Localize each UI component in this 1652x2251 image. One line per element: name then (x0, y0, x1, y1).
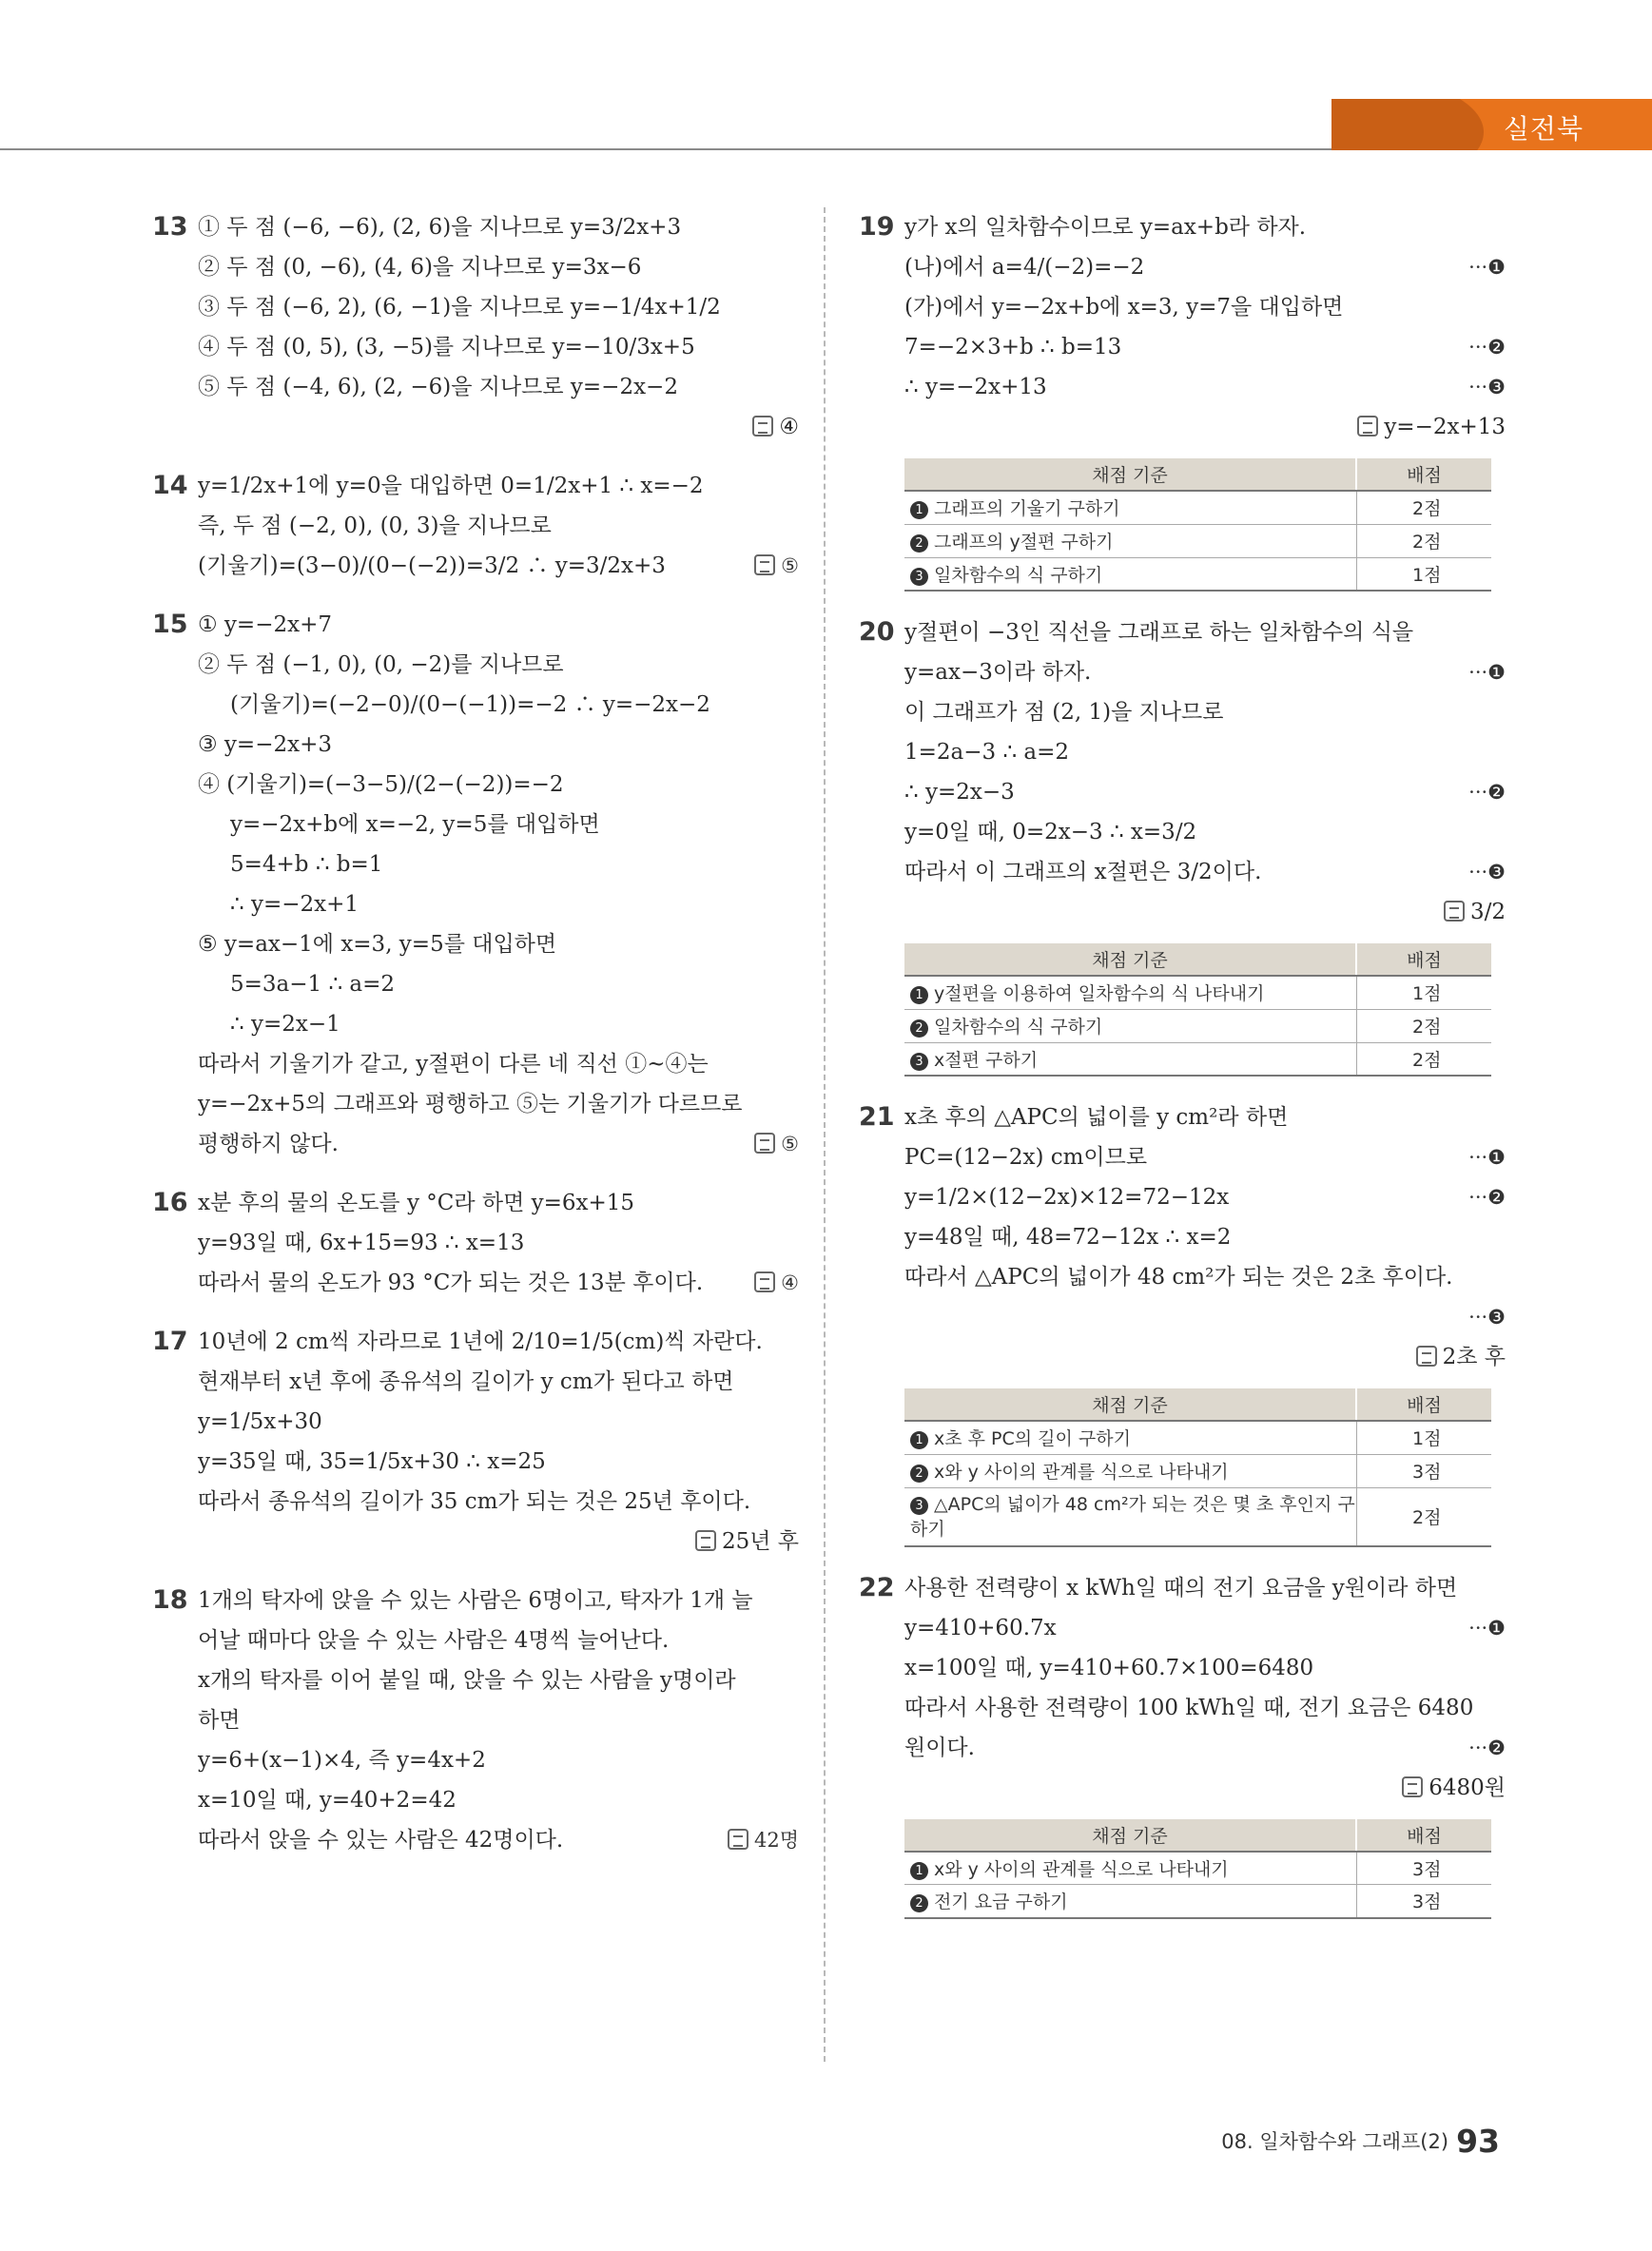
solution-line: 즉, 두 점 (−2, 0), (0, 3)을 지나므로 (198, 514, 552, 538)
solution-text: y=1/2×(12−2x)×12=72−12x (904, 1185, 1230, 1210)
step-marker: ···❷ (1468, 781, 1506, 804)
solution-line: y=1/5x+30 (198, 1409, 322, 1434)
answer-icon (752, 416, 773, 437)
solution-line: y=−2x+5의 그래프와 평행하고 ⑤는 기울기가 다르므로 (198, 1092, 743, 1116)
step-marker: ···❷ (1468, 1736, 1506, 1759)
solution-line (198, 1124, 799, 1164)
solution-line: ① y=−2x+7 (198, 612, 332, 637)
solution-line (198, 1820, 799, 1860)
column-divider (824, 207, 826, 2062)
column-header: 배점 (1356, 1819, 1491, 1852)
problem-number: 18 (152, 1585, 188, 1615)
solution-line: 5=3a−1 ∴ a=2 (230, 972, 396, 997)
table-row (904, 1421, 1491, 1454)
answer (904, 1768, 1506, 1808)
points-cell: 2점 (1356, 1042, 1491, 1076)
solution-line (904, 247, 1506, 287)
answer-value: 3/2 (1469, 900, 1506, 924)
problem-20 (849, 612, 1506, 1077)
page-number: 93 (1456, 2123, 1500, 2160)
answer-value: y=−2x+13 (1384, 415, 1506, 439)
criteria-text: 전기 요금 구하기 (934, 1892, 1068, 1913)
problem-number: 20 (859, 617, 895, 647)
solution-line (904, 852, 1506, 892)
solution-line: 따라서 종유석의 길이가 35 cm가 되는 것은 25년 후이다. (198, 1489, 751, 1514)
solution-text: y=410+60.7x (904, 1615, 1057, 1640)
problem-16 (143, 1183, 799, 1303)
solution-text: (기울기)=(3−0)/(0−(−2))=3/2 ∴ y=3/2x+3 (198, 553, 666, 578)
problem-18 (143, 1581, 799, 1860)
points-cell: 3점 (1356, 1852, 1491, 1885)
answer-icon (1357, 416, 1378, 437)
step-marker: ···❸ (1468, 376, 1506, 398)
criteria-cell (904, 1852, 1356, 1885)
answer-value: 6480원 (1428, 1775, 1506, 1800)
table-row (904, 1487, 1491, 1546)
column-header: 배점 (1356, 1388, 1491, 1421)
answer-value: 42명 (753, 1829, 799, 1852)
section-tab-label: 실전북 (1503, 113, 1584, 145)
answer-icon (754, 1133, 775, 1154)
problem-number: 21 (859, 1102, 895, 1132)
column-header: 채점 기준 (904, 943, 1356, 976)
answer-icon (754, 1271, 775, 1292)
table-row (904, 524, 1491, 557)
solution-line: 이 그래프가 점 (2, 1)을 지나므로 (904, 700, 1224, 725)
table-header (904, 458, 1491, 491)
solution-line: y절편이 −3인 직선을 그래프로 하는 일차함수의 식을 (904, 620, 1414, 645)
solution-text: ∴ y=2x−3 (904, 780, 1015, 805)
column-header: 채점 기준 (904, 1388, 1356, 1421)
answer (754, 546, 799, 586)
criteria-text: y절편을 이용하여 일차함수의 식 나타내기 (934, 983, 1265, 1005)
solution-line: (가)에서 y=−2x+b에 x=3, y=7을 대입하면 (904, 295, 1344, 320)
answer-value: ④ (779, 415, 799, 439)
problem-21 (849, 1097, 1506, 1547)
problem-number: 15 (152, 610, 188, 639)
solution-line: 따라서 사용한 전력량이 100 kWh일 때, 전기 요금은 6480 (904, 1695, 1474, 1720)
solution-line: y가 x의 일차함수이므로 y=ax+b라 하자. (904, 215, 1307, 240)
answer-icon (695, 1530, 716, 1551)
column-header: 배점 (1356, 458, 1491, 491)
grading-table (904, 458, 1491, 592)
solution-line (904, 1137, 1506, 1177)
right-column (849, 207, 1506, 1940)
solution-text: PC=(12−2x) cm이므로 (904, 1145, 1148, 1170)
answer (728, 1820, 799, 1860)
criteria-text: 일차함수의 식 구하기 (934, 564, 1103, 586)
step-marker: ···❷ (1468, 1186, 1506, 1209)
solution-line (198, 546, 799, 586)
answer (198, 1522, 799, 1562)
solution-line (904, 1728, 1506, 1768)
points-cell: 3점 (1356, 1454, 1491, 1487)
solution-line: ⑤ y=ax−1에 x=3, y=5를 대입하면 (198, 932, 557, 957)
solution-line: ② 두 점 (−1, 0), (0, −2)를 지나므로 (198, 652, 564, 677)
solution-line: 1=2a−3 ∴ a=2 (904, 740, 1070, 765)
step-number: 2 (910, 1465, 928, 1483)
section-tab (1331, 99, 1652, 150)
answer-value: 2초 후 (1442, 1345, 1506, 1369)
table-row (904, 1042, 1491, 1076)
solution-line: ⑤ 두 점 (−4, 6), (2, −6)을 지나므로 y=−2x−2 (198, 375, 678, 399)
step-number: 1 (910, 986, 928, 1004)
solution-line: x초 후의 △APC의 넓이를 y cm²라 하면 (904, 1105, 1289, 1130)
points-cell: 3점 (1356, 1885, 1491, 1918)
table-header (904, 1819, 1491, 1852)
step-marker: ···❷ (1468, 336, 1506, 359)
solution-line: 따라서 △APC의 넓이가 48 cm²가 되는 것은 2초 후이다. (904, 1265, 1453, 1290)
step-number: 2 (910, 1894, 928, 1912)
answer-value: ⑤ (781, 1133, 799, 1155)
solution-line (904, 367, 1506, 407)
step-marker: ···❶ (1468, 661, 1506, 684)
solution-line: 하면 (198, 1708, 241, 1733)
table-row (904, 1009, 1491, 1042)
problem-number: 19 (859, 212, 895, 242)
problem-22 (849, 1568, 1506, 1919)
solution-line: y=35일 때, 35=1/5x+30 ∴ x=25 (198, 1449, 546, 1474)
solution-text: 따라서 물의 온도가 93 °C가 되는 것은 13분 후이다. (198, 1271, 704, 1295)
criteria-cell (904, 1421, 1356, 1454)
solution-line: (기울기)=(−2−0)/(0−(−1))=−2 ∴ y=−2x−2 (230, 692, 710, 717)
solution-line (904, 652, 1506, 692)
problem-17 (143, 1322, 799, 1562)
criteria-cell (904, 491, 1356, 524)
solution-line: x개의 탁자를 이어 붙일 때, 앉을 수 있는 사람을 y명이라 (198, 1668, 736, 1693)
points-cell: 2점 (1356, 1009, 1491, 1042)
criteria-text: x와 y 사이의 관계를 식으로 나타내기 (934, 1858, 1229, 1880)
solution-line: 5=4+b ∴ b=1 (230, 852, 383, 877)
grading-table (904, 943, 1491, 1077)
solution-text: 평행하지 않다. (198, 1132, 339, 1156)
criteria-text: x절편 구하기 (934, 1049, 1039, 1071)
problem-14 (143, 466, 799, 586)
table-row (904, 557, 1491, 591)
table-row (904, 1885, 1491, 1918)
points-cell: 2점 (1356, 491, 1491, 524)
solution-line: y=48일 때, 48=72−12x ∴ x=2 (904, 1225, 1232, 1250)
column-header: 채점 기준 (904, 1819, 1356, 1852)
answer-value: ④ (781, 1271, 799, 1294)
solution-text: 따라서 앉을 수 있는 사람은 42명이다. (198, 1828, 564, 1853)
solution-line: 따라서 기울기가 같고, y절편이 다른 네 직선 ①~④는 (198, 1052, 709, 1077)
criteria-cell (904, 557, 1356, 591)
points-cell: 1점 (1356, 1421, 1491, 1454)
table-row (904, 491, 1491, 524)
solution-line: 사용한 전력량이 x kWh일 때의 전기 요금을 y원이라 하면 (904, 1575, 1458, 1601)
step-number: 1 (910, 501, 928, 519)
solution-line: ③ 두 점 (−6, 2), (6, −1)을 지나므로 y=−1/4x+1/2 (198, 295, 721, 320)
solution-line (904, 1177, 1506, 1217)
solution-line (904, 327, 1506, 367)
solution-line: y=0일 때, 0=2x−3 ∴ x=3/2 (904, 820, 1197, 844)
grading-table (904, 1388, 1491, 1547)
criteria-cell (904, 976, 1356, 1009)
criteria-cell (904, 524, 1356, 557)
left-column (143, 207, 799, 1879)
solution-text: ∴ y=−2x+13 (904, 375, 1047, 399)
problem-number: 22 (859, 1572, 895, 1602)
solution-line: 현재부터 x년 후에 종유석의 길이가 y cm가 된다고 하면 (198, 1369, 734, 1394)
criteria-cell (904, 1009, 1356, 1042)
answer-value: 25년 후 (721, 1529, 799, 1554)
solution-line: ② 두 점 (0, −6), (4, 6)을 지나므로 y=3x−6 (198, 255, 642, 280)
table-header (904, 943, 1491, 976)
step-number: 3 (910, 1053, 928, 1071)
criteria-cell (904, 1042, 1356, 1076)
problem-number: 13 (152, 212, 188, 242)
problem-19 (849, 207, 1506, 592)
solution-line: 어날 때마다 앉을 수 있는 사람은 4명씩 늘어난다. (198, 1628, 670, 1653)
step-number: 3 (910, 568, 928, 586)
table-row (904, 1852, 1491, 1885)
points-cell: 2점 (1356, 1487, 1491, 1546)
step-marker: ···❶ (1468, 1146, 1506, 1169)
solution-line (904, 1297, 1506, 1337)
solution-line: ③ y=−2x+3 (198, 732, 332, 757)
solution-line: y=6+(x−1)×4, 즉 y=4x+2 (198, 1748, 486, 1773)
step-marker: ···❸ (1468, 861, 1506, 883)
criteria-cell (904, 1487, 1356, 1546)
criteria-text: x와 y 사이의 관계를 식으로 나타내기 (934, 1462, 1229, 1483)
answer (904, 892, 1506, 932)
criteria-cell (904, 1885, 1356, 1918)
answer (904, 1337, 1506, 1377)
solution-line: y=1/2x+1에 y=0을 대입하면 0=1/2x+1 ∴ x=−2 (198, 474, 704, 498)
step-marker: ···❶ (1468, 1616, 1506, 1640)
problem-number: 16 (152, 1188, 188, 1217)
solution-text: (나)에서 a=4/(−2)=−2 (904, 255, 1145, 280)
problem-13 (143, 207, 799, 447)
step-number: 2 (910, 534, 928, 553)
solution-text: 원이다. (904, 1735, 975, 1760)
step-number: 1 (910, 1862, 928, 1880)
points-cell: 1점 (1356, 976, 1491, 1009)
solution-line: ① 두 점 (−6, −6), (2, 6)을 지나므로 y=3/2x+3 (198, 215, 682, 240)
answer (754, 1124, 799, 1164)
criteria-text: △APC의 넓이가 48 cm²가 되는 것은 몇 초 후인지 구하기 (910, 1493, 1355, 1540)
table-row (904, 976, 1491, 1009)
answer-icon (728, 1829, 748, 1850)
criteria-text: 일차함수의 식 구하기 (934, 1017, 1103, 1038)
solution-line: x=100일 때, y=410+60.7×100=6480 (904, 1655, 1314, 1680)
answer-icon (1402, 1776, 1423, 1797)
solution-line (198, 1263, 799, 1303)
criteria-text: 그래프의 기울기 구하기 (934, 498, 1120, 520)
criteria-text: x초 후 PC의 길이 구하기 (934, 1428, 1131, 1450)
solution-line: ④ (기울기)=(−3−5)/(2−(−2))=−2 (198, 772, 564, 797)
points-cell: 2점 (1356, 524, 1491, 557)
solution-line: 1개의 탁자에 앉을 수 있는 사람은 6명이고, 탁자가 1개 늘 (198, 1588, 753, 1613)
solution-line: y=93일 때, 6x+15=93 ∴ x=13 (198, 1231, 525, 1255)
answer (198, 407, 799, 447)
answer-value: ⑤ (781, 554, 799, 577)
table-header (904, 1388, 1491, 1421)
criteria-cell (904, 1454, 1356, 1487)
solution-line: ∴ y=2x−1 (230, 1012, 340, 1037)
column-header: 배점 (1356, 943, 1491, 976)
step-marker: ···❸ (1468, 1306, 1506, 1329)
answer-icon (754, 554, 775, 575)
step-marker: ···❶ (1468, 256, 1506, 279)
answer-icon (1444, 901, 1465, 922)
solution-text: y=ax−3이라 하자. (904, 660, 1092, 685)
answer (904, 407, 1506, 447)
column-header: 채점 기준 (904, 458, 1356, 491)
solution-line: ∴ y=−2x+1 (230, 892, 359, 917)
solution-line: x분 후의 물의 온도를 y °C라 하면 y=6x+15 (198, 1191, 635, 1215)
solution-line: y=−2x+b에 x=−2, y=5를 대입하면 (230, 812, 600, 837)
solution-line: ④ 두 점 (0, 5), (3, −5)를 지나므로 y=−10/3x+5 (198, 335, 695, 359)
table-row (904, 1454, 1491, 1487)
step-number: 2 (910, 1019, 928, 1038)
answer (754, 1263, 799, 1303)
problem-number: 17 (152, 1327, 188, 1356)
chapter-title: 08. 일차함수와 그래프(2) (1221, 2130, 1449, 2153)
problem-number: 14 (152, 471, 188, 500)
grading-table (904, 1819, 1491, 1919)
problem-15 (143, 605, 799, 1164)
solution-text: 따라서 이 그래프의 x절편은 3/2이다. (904, 860, 1262, 884)
page-footer (1221, 2123, 1500, 2160)
solution-line: x=10일 때, y=40+2=42 (198, 1788, 457, 1813)
solution-line (904, 772, 1506, 812)
solution-line: 10년에 2 cm씩 자라므로 1년에 2/10=1/5(cm)씩 자란다. (198, 1329, 763, 1354)
step-number: 3 (910, 1497, 928, 1515)
step-number: 1 (910, 1431, 928, 1449)
solution-line (904, 1608, 1506, 1648)
criteria-text: 그래프의 y절편 구하기 (934, 532, 1114, 553)
answer-icon (1416, 1346, 1437, 1367)
points-cell: 1점 (1356, 557, 1491, 591)
solution-text: 7=−2×3+b ∴ b=13 (904, 335, 1122, 359)
